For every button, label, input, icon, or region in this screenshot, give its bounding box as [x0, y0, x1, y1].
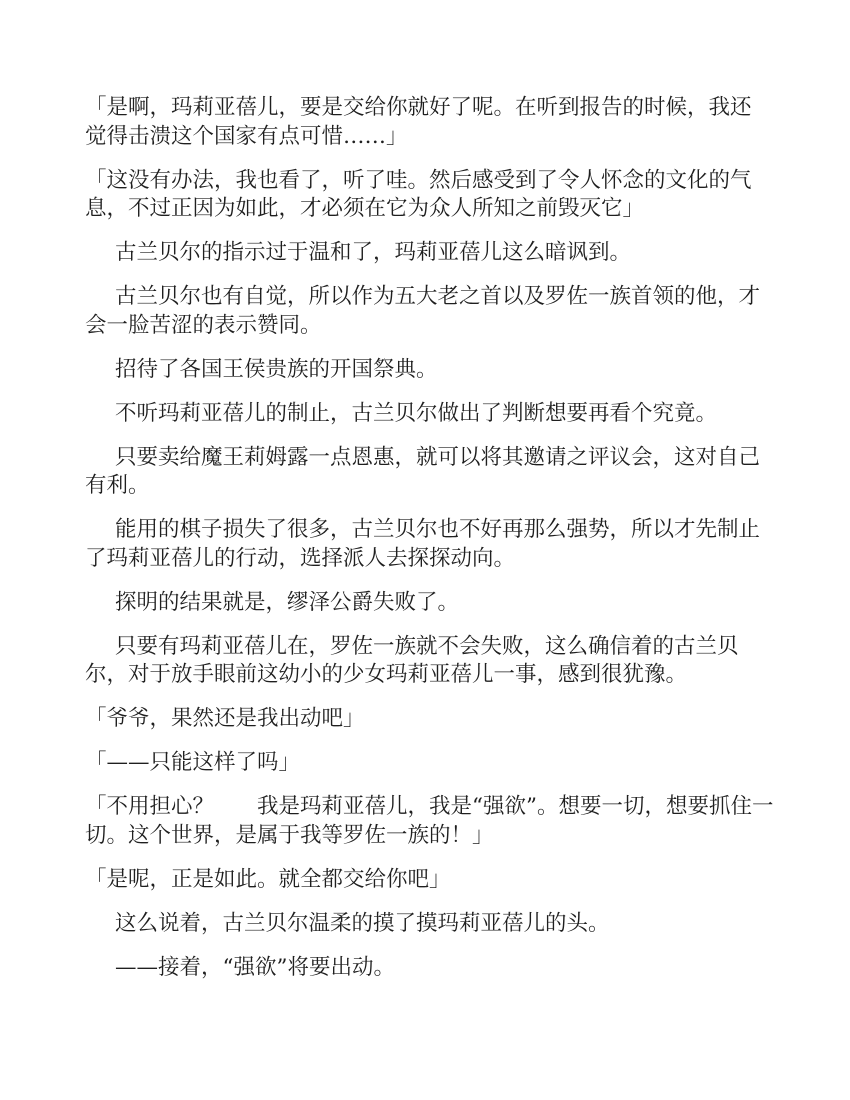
text-line: 「是呢，正是如此。就全都交给你吧」	[85, 866, 451, 892]
paragraph-12	[85, 749, 772, 778]
paragraph-11	[85, 705, 772, 734]
text-line: 探明的结果就是，缪泽公爵失败了。	[115, 589, 460, 615]
paragraph-7	[85, 444, 772, 501]
paragraph-13	[85, 793, 772, 850]
text-line: 有利。	[85, 473, 150, 498]
text-line: 「——只能这样了吗」	[85, 750, 301, 775]
text-line: 「这没有办法，我也看了，听了哇。然后感受到了令人怀念的文化的气	[85, 167, 752, 193]
paragraph-3	[85, 239, 772, 268]
paragraph-9	[85, 589, 772, 618]
text-line: ——接着，“强欲”将要出动。	[115, 954, 395, 980]
paragraph-2	[85, 167, 772, 224]
text-line: 这么说着，古兰贝尔温柔的摸了摸玛莉亚蓓儿的头。	[115, 910, 610, 936]
paragraph-5	[85, 356, 772, 385]
text-line: 会一脸苦涩的表示赞同。	[85, 312, 322, 338]
text-line: 「是啊，玛莉亚蓓儿，要是交给你就好了呢。在听到报告的时候，我还	[85, 95, 752, 120]
paragraph-8	[85, 516, 772, 573]
paragraph-15	[85, 910, 772, 939]
text-line: 「不用担心？ 我是玛莉亚蓓儿，我是“强欲”。想要一切，想要抓住一	[85, 794, 774, 819]
text-line: 息，不过正因为如此，才必须在它为众人所知之前毁灭它」	[85, 196, 645, 221]
text-line: 尔，对于放手眼前这幼小的少女玛莉亚蓓儿一事，感到很犹豫。	[85, 662, 688, 687]
text-line: 能用的棋子损失了很多，古兰贝尔也不好再那么强势，所以才先制止	[115, 517, 761, 542]
paragraph-14	[85, 866, 772, 895]
text-line: 「爷爷，果然还是我出动吧」	[85, 706, 365, 731]
text-line: 不听玛莉亚蓓儿的制止，古兰贝尔做出了判断想要再看个究竟。	[115, 400, 718, 426]
novel-text-block	[85, 94, 772, 982]
text-line: 只要有玛莉亚蓓儿在，罗佐一族就不会失败，这么确信着的古兰贝	[115, 633, 739, 659]
paragraph-6	[85, 400, 772, 429]
paragraph-4	[85, 283, 772, 340]
paragraph-16	[85, 954, 772, 983]
text-line: 了玛莉亚蓓儿的行动，选择派人去探探动向。	[85, 545, 516, 571]
paragraph-10	[85, 633, 772, 690]
text-line: 古兰贝尔也有自觉，所以作为五大老之首以及罗佐一族首领的他，才	[115, 284, 761, 309]
text-line: 切。这个世界，是属于我等罗佐一族的！」	[85, 822, 494, 848]
text-line: 古兰贝尔的指示过于温和了，玛莉亚蓓儿这么暗讽到。	[115, 240, 632, 265]
text-line: 觉得击溃这个国家有点可惜……」	[85, 123, 408, 149]
text-line: 招待了各国王侯贵族的开国祭典。	[115, 356, 438, 382]
paragraph-1	[85, 94, 772, 151]
text-line: 只要卖给魔王莉姆露一点恩惠，就可以将其邀请之评议会，这对自己	[115, 444, 761, 470]
